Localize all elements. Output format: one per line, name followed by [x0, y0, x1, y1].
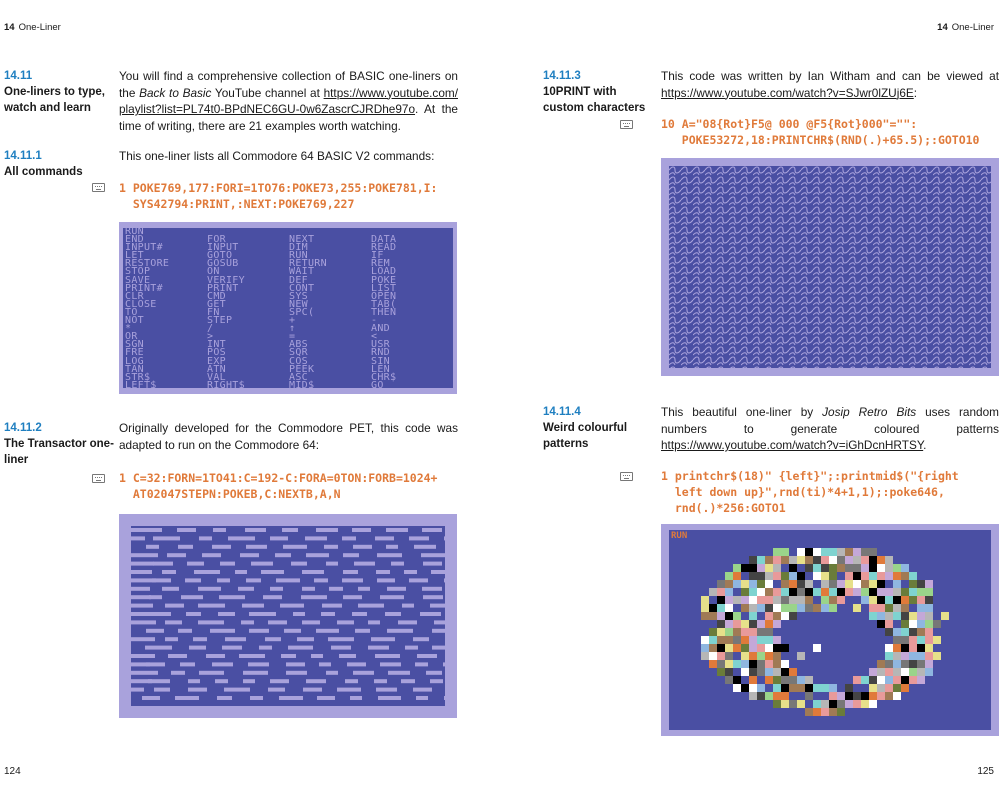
keyboard-icon: [92, 474, 105, 483]
section-number: 14.11.1: [4, 150, 42, 162]
youtube-video-link[interactable]: https://www.youtube.com/watch?v=SJwr0lZUj6E: [661, 85, 914, 100]
section-heading-14-11: [4, 68, 114, 116]
section-text-14-11-3: This code was written by Ian Witham and can be viewed at https://www.youtube.com/watch?v=SJwr0lZUj6E:: [661, 69, 999, 100]
command-column: NEXT DIM RUN RETURN WAIT DEF CONT SYS NEW SPC( + ↑ = ABS SQR COS PEEK ASC MID$: [289, 234, 327, 391]
chapter-title: One-Liner: [18, 22, 61, 33]
chapter-number: 14: [937, 22, 948, 33]
section-title: Weird colourful patterns: [543, 422, 628, 450]
c64-screen-area: [669, 166, 991, 368]
section-heading-14-11-3: [543, 68, 653, 116]
italic-title: Back to Basic: [139, 85, 212, 100]
c64-screen-area: [669, 530, 991, 730]
section-title: All commands: [4, 166, 83, 178]
command-column: RUN END INPUT# LET RESTORE STOP SAVE PRINT# CLR CLOSE TO NOT * OR SGN FRE LOG TAN STR$ LEFT$: [125, 226, 170, 391]
author-name: Josip Retro Bits: [822, 405, 917, 419]
c64-screen-area: [123, 226, 453, 391]
keyboard-icon: [620, 472, 633, 481]
c64-screen-all-commands: [119, 222, 457, 394]
section-heading-14-11-1: [4, 148, 114, 180]
youtube-video-link[interactable]: https://www.youtube.com/watch?v=iGhDcnHRTSY: [661, 438, 924, 452]
section-heading-14-11-2: [4, 420, 114, 468]
colour-pixel-pattern: [669, 530, 991, 730]
left-running-header: [4, 22, 61, 33]
maze-pattern: [669, 166, 991, 368]
section-title: One-liners to type, watch and learn: [4, 86, 105, 114]
code-listing: 1 C=32:FORN=1TO41:C=192-C:FORA=0TON:FORB=1024+ AT02047STEPN:POKEB,C:NEXTB,A,N: [119, 471, 438, 501]
section-text-14-11-4: This beautiful one-liner by Josip Retro Bits uses random numbers to generate coloured patterns https://www.youtube.com/watch?v=iGhDcnHRTSY.: [661, 405, 999, 452]
code-listing: 10 A="08{Rot}F5@ 000 @F5{Rot}000"="": POKE53272,18:PRINTCHR$(RND(.)+65.5);:GOTO10: [661, 117, 980, 147]
section-text-14-11: You will find a comprehensive collection of BASIC one-liners on the Back to Basic YouTube channel at https://www.youtube.com/playlist?list=PL74t0-BPdNEC6GU-0w6ZascrCJRDhe97o. At the time of writing, there are 21 examples worth watching.: [119, 69, 458, 133]
section-title: 10PRINT with custom characters: [543, 86, 646, 114]
section-title: The Transactor one-liner: [4, 438, 114, 466]
c64-screen-colour-pattern: [661, 524, 999, 736]
section-heading-14-11-4: [543, 404, 653, 452]
chapter-number: 14: [4, 22, 15, 33]
code-listing: 1 POKE769,177:FORI=1TO76:POKE73,255:POKE781,I: SYS42794:PRINT,:NEXT:POKE769,227: [119, 181, 438, 211]
command-column: DATA READ IF REM LOAD POKE LIST OPEN TAB( THEN - AND < USR RND SIN LEN CHR$ GO: [371, 234, 397, 391]
brick-pattern: [131, 526, 445, 706]
c64-screen-area: [131, 526, 445, 706]
keyboard-icon: [92, 183, 105, 192]
section-text-14-11-2: Originally developed for the Commodore PET, this code was adapted to run on the Commodore 64:: [119, 421, 458, 452]
c64-screen-transactor: [119, 514, 457, 718]
run-label: RUN: [671, 531, 688, 541]
c64-screen-10print: [661, 158, 999, 376]
youtube-playlist-link[interactable]: https://www.youtube.com/playlist?list=PL74t0-BPdNEC6GU-0w6ZascrCJRDhe97o: [119, 85, 458, 116]
section-text-14-11-1: This one-liner lists all Commodore 64 BASIC V2 commands:: [119, 149, 435, 163]
chapter-title: One-Liner: [951, 22, 994, 33]
keyboard-icon: [620, 120, 633, 129]
section-number: 14.11.2: [4, 422, 42, 434]
page-number: 125: [977, 766, 994, 777]
page-number: 124: [4, 766, 21, 777]
section-number: 14.11.3: [543, 70, 581, 82]
code-listing: 1 printchr$(18)" {left}";:printmid$("{right left down up}",rnd(ti)*4+1,1);:poke646, rnd(.)*256:GOTO1: [661, 469, 959, 515]
command-column: FOR INPUT GOTO GOSUB ON VERIFY PRINT CMD GET FN STEP / > INT POS EXP ATN VAL RIGHT$: [207, 234, 245, 391]
section-number: 14.11: [4, 70, 33, 82]
section-number: 14.11.4: [543, 406, 581, 418]
right-running-header: [937, 22, 994, 33]
